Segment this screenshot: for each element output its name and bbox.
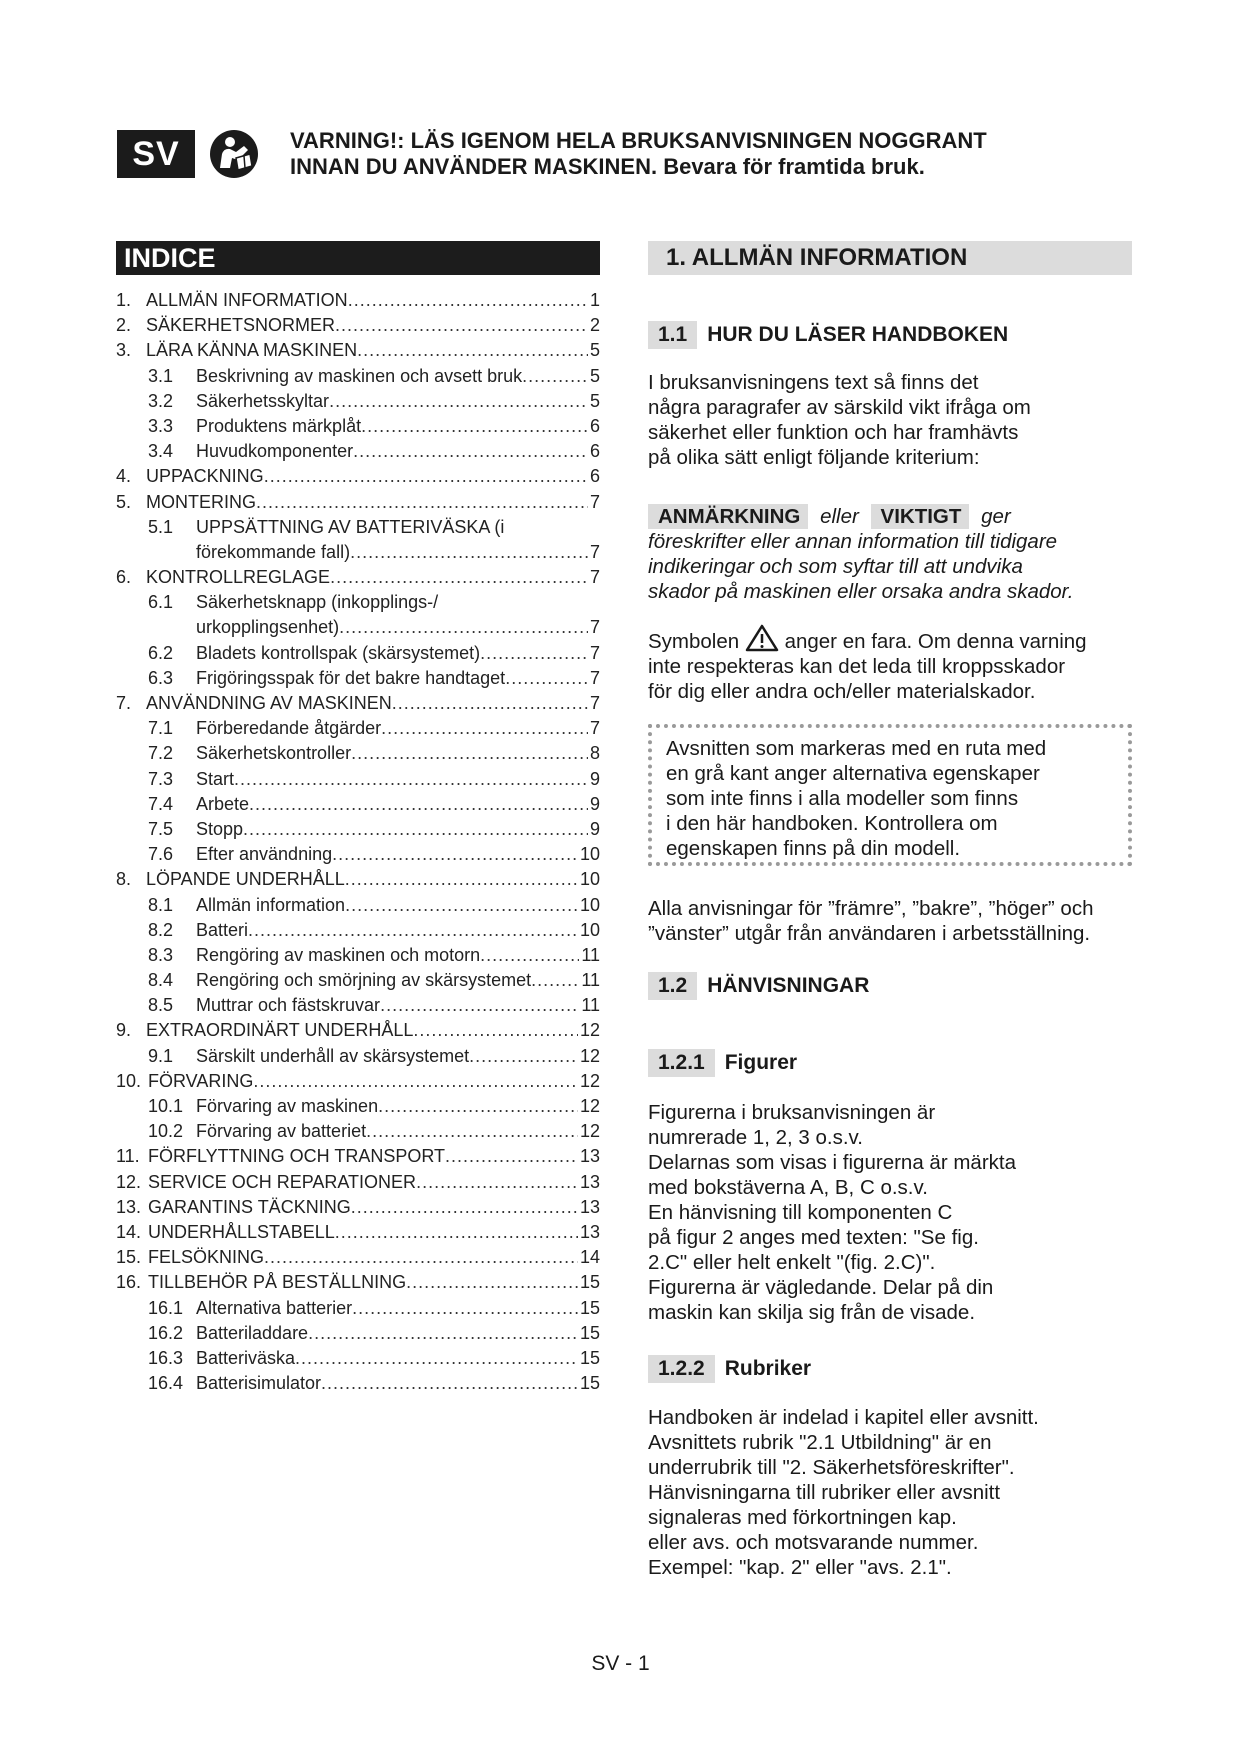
toc-label: Arbete [196, 793, 250, 814]
toc-number: 14. [116, 1221, 142, 1242]
toc-leader-dots [505, 668, 588, 689]
text-line: säkerhet eller funktion och har framhävts [648, 421, 1019, 444]
toc-entry[interactable] [116, 391, 600, 416]
toc-number: 7.4 [148, 793, 174, 814]
toc-number: 15. [116, 1247, 142, 1268]
toc-page-number: 11 [581, 995, 600, 1016]
toc-number: 3. [116, 340, 132, 361]
text-line: en grå kant anger alternativa egenskaper [666, 762, 1040, 785]
text-line: Avsnitten som markeras med en ruta med [666, 737, 1047, 760]
toc-page-number: 5 [589, 390, 600, 411]
toc-label: Bladets kontrollspak (skärsystemet) [196, 642, 481, 663]
toc-number: 8. [116, 869, 132, 890]
toc-entry[interactable] [116, 1348, 600, 1373]
toc-number: 12. [116, 1171, 142, 1192]
text-line: underrubrik till "2. Säkerhetsföreskrifter". [648, 1456, 1015, 1479]
text-line: några paragrafer av särskild vikt ifråga om [648, 396, 1031, 419]
toc-page-number: 6 [589, 441, 600, 462]
toc-entry[interactable] [116, 1197, 600, 1222]
toc-leader-dots [522, 366, 588, 387]
toc-entry[interactable] [116, 970, 600, 995]
text-line: på olika sätt enligt följande kriterium: [648, 446, 980, 469]
toc-entry[interactable] [116, 542, 600, 567]
toc-label: SERVICE OCH REPARATIONER [148, 1171, 417, 1192]
toc-entry[interactable] [116, 1323, 600, 1348]
toc-leader-dots [248, 920, 578, 941]
toc-number: 9.1 [148, 1045, 174, 1066]
toc-label: Säkerhetsskyltar [196, 390, 330, 411]
toc-page-number: 7 [589, 667, 600, 688]
warning-header [290, 128, 1050, 180]
toc-entry[interactable] [116, 945, 600, 970]
toc-number: 7. [116, 693, 132, 713]
important-tag: VIKTIGT [871, 504, 970, 529]
toc-leader-dots [392, 693, 588, 714]
toc-page-number: 5 [589, 365, 600, 386]
toc-number: 3.1 [148, 365, 174, 386]
toc-label: Start [196, 768, 235, 789]
text-line: ”vänster” utgår från användaren i arbetsställning. [648, 922, 1091, 945]
table-of-contents [116, 290, 600, 1398]
toc-entry[interactable] [116, 1247, 600, 1272]
toc-number: 7.3 [148, 768, 174, 789]
toc-page-number: 1 [589, 290, 600, 310]
toc-number: 16.2 [148, 1322, 184, 1343]
toc-label: urkopplingsenhet) [196, 617, 340, 638]
toc-label: ALLMÄN INFORMATION [146, 290, 348, 310]
toc-page-number: 10 [579, 844, 600, 865]
toc-label: Huvudkomponenter [196, 441, 354, 462]
section-1-2-1-heading [648, 1049, 797, 1077]
text-line: för dig eller andra och/eller materialskador. [648, 680, 1036, 703]
toc-entry[interactable] [116, 416, 600, 441]
toc-leader-dots [380, 995, 579, 1016]
toc-entry[interactable] [116, 492, 600, 517]
toc-page-number: 13 [579, 1221, 600, 1242]
toc-leader-dots [406, 1272, 578, 1293]
toc-leader-dots [413, 1020, 578, 1041]
toc-number: 7.1 [148, 718, 174, 739]
toc-number: 8.5 [148, 995, 174, 1016]
toc-leader-dots [361, 416, 588, 437]
toc-leader-dots [243, 819, 588, 840]
toc-label: Säkerhetsknapp (inkopplings-/ [196, 592, 439, 613]
toc-page-number: 10 [579, 919, 600, 940]
toc-entry[interactable] [116, 643, 600, 668]
toc-label: UNDERHÅLLSTABELL [148, 1221, 335, 1242]
toc-page-number: 11 [581, 944, 600, 965]
toc-label: EXTRAORDINÄRT UNDERHÅLL [146, 1020, 414, 1041]
toc-leader-dots [351, 743, 588, 764]
toc-entry[interactable] [116, 869, 600, 894]
text-line: Hänvisningarna till rubriker eller avsnitt [648, 1481, 1001, 1504]
toc-label: UPPACKNING [146, 466, 264, 487]
toc-page-number: 12 [579, 1045, 600, 1066]
note-ger: ger [981, 505, 1011, 528]
warning-triangle-icon [745, 624, 779, 652]
toc-label: Batteri [196, 919, 249, 940]
toc-leader-dots [348, 290, 588, 311]
toc-entry[interactable] [116, 1020, 600, 1045]
toc-label: Batteriväska [196, 1347, 296, 1368]
toc-number: 6.2 [148, 642, 174, 663]
toc-leader-dots [378, 1096, 578, 1117]
toc-page-number: 6 [589, 415, 600, 436]
text-line: inte respekteras kan det leda till kroppsskador [648, 655, 1066, 678]
toc-number: 8.2 [148, 919, 174, 940]
toc-entry[interactable] [116, 441, 600, 466]
toc-label: FÖRVARING [148, 1070, 254, 1091]
toc-entry[interactable] [116, 1172, 600, 1197]
toc-label: GARANTINS TÄCKNING [148, 1196, 351, 1217]
section-number: 1.2.1 [648, 1049, 715, 1077]
text-line: med bokstäverna A, B, C o.s.v. [648, 1176, 928, 1199]
index-title: INDICE [116, 241, 600, 275]
toc-page-number: 7 [589, 693, 600, 713]
directions-paragraph [648, 896, 1132, 946]
toc-number: 4. [116, 466, 132, 487]
section-number: 1.1 [648, 321, 697, 349]
toc-label: Frigöringsspak för det bakre handtaget [196, 667, 506, 688]
toc-number: 5. [116, 491, 132, 512]
toc-label: Alternativa batterier [196, 1297, 353, 1318]
toc-leader-dots [234, 769, 588, 790]
toc-leader-dots [445, 1146, 578, 1167]
symbol-post: anger en fara. Om denna varning [784, 630, 1087, 653]
toc-label: UPPSÄTTNING AV BATTERIVÄSKA (i [196, 516, 505, 537]
section-title: HÄNVISNINGAR [707, 974, 870, 997]
toc-page-number: 9 [589, 818, 600, 839]
toc-entry[interactable] [116, 794, 600, 819]
toc-number: 16.1 [148, 1297, 184, 1318]
toc-entry[interactable] [116, 1046, 600, 1071]
toc-page-number: 15 [579, 1347, 600, 1368]
toc-label: Förvaring av maskinen [196, 1096, 379, 1116]
toc-entry[interactable] [116, 366, 600, 391]
toc-leader-dots [339, 617, 588, 638]
note-tag: ANMÄRKNING [648, 504, 808, 529]
toc-entry[interactable] [116, 290, 600, 315]
text-line: Alla anvisningar för ”främre”, ”bakre”, ”höger” och [648, 897, 1094, 920]
toc-page-number: 7 [589, 642, 600, 663]
toc-entry[interactable] [116, 1146, 600, 1171]
toc-label: SÄKERHETSNORMER [146, 315, 336, 336]
toc-leader-dots [256, 492, 588, 513]
text-line: Delarnas som visas i figurerna är märkta [648, 1151, 1016, 1174]
toc-entry[interactable] [116, 1222, 600, 1247]
toc-number: 1. [116, 290, 132, 310]
toc-leader-dots [353, 441, 588, 462]
toc-entry[interactable] [116, 517, 600, 542]
toc-leader-dots [352, 1298, 578, 1319]
toc-page-number: 12 [579, 1020, 600, 1041]
toc-number: 7.6 [148, 844, 174, 865]
toc-entry[interactable] [116, 895, 600, 920]
section-1-2-heading [648, 972, 869, 1000]
toc-entry[interactable] [116, 617, 600, 642]
text-line: Exempel: "kap. 2" eller "avs. 2.1". [648, 1556, 952, 1579]
symbol-paragraph [648, 624, 1132, 704]
toc-leader-dots [264, 466, 588, 487]
toc-label: MONTERING [146, 491, 256, 512]
toc-number: 8.4 [148, 970, 174, 991]
toc-label: Rengöring och smörjning av skärsystemet [196, 970, 532, 991]
toc-entry[interactable] [116, 1272, 600, 1297]
text-line: 2.C" eller helt enkelt "(fig. 2.C)". [648, 1251, 936, 1274]
toc-leader-dots [264, 1247, 578, 1268]
toc-number: 9. [116, 1020, 132, 1041]
intro-paragraph [648, 370, 1132, 470]
toc-page-number: 14 [579, 1247, 600, 1268]
toc-label: Allmän information [196, 894, 346, 915]
text-line: egenskapen finns på din modell. [666, 837, 961, 860]
section-1-1-heading [648, 321, 1008, 349]
toc-label: Stopp [196, 818, 244, 839]
text-line: föreskrifter eller annan information till tidigare [648, 530, 1058, 553]
toc-leader-dots [308, 1323, 578, 1344]
note-or: eller [820, 505, 859, 528]
toc-label: KONTROLLREGLAGE [146, 567, 331, 588]
toc-entry[interactable] [116, 1373, 600, 1398]
toc-leader-dots [253, 1071, 578, 1092]
toc-number: 10.2 [148, 1121, 184, 1142]
warning-line-1: VARNING!: LÄS IGENOM HELA BRUKSANVISNINGEN NOGGRANT [290, 128, 987, 153]
section-title: Figurer [724, 1051, 798, 1074]
text-line: signaleras med förkortningen kap. [648, 1506, 957, 1529]
language-badge: SV [117, 130, 195, 178]
toc-label: Batterisimulator [196, 1373, 322, 1394]
text-line: i den här handboken. Kontrollera om [666, 812, 998, 835]
toc-label: LÄRA KÄNNA MASKINEN [146, 340, 358, 361]
toc-number: 5.1 [148, 516, 174, 537]
toc-leader-dots [249, 794, 588, 815]
toc-label: FÖRFLYTTNING OCH TRANSPORT [148, 1146, 446, 1167]
toc-page-number: 13 [579, 1146, 600, 1167]
text-line: Figurerna i bruksanvisningen är [648, 1101, 936, 1124]
toc-page-number: 12 [579, 1121, 600, 1142]
toc-page-number: 9 [589, 768, 600, 789]
toc-entry[interactable] [116, 1096, 600, 1121]
note-paragraph [648, 504, 1132, 604]
toc-number: 16. [116, 1272, 142, 1293]
text-line: eller avs. och motsvarande nummer. [648, 1531, 979, 1554]
toc-page-number: 8 [589, 743, 600, 764]
toc-number: 10.1 [148, 1096, 184, 1116]
toc-leader-dots [480, 643, 588, 664]
text-line: indikeringar och som syftar till att undvika [648, 555, 1023, 578]
toc-leader-dots [345, 895, 578, 916]
toc-page-number: 5 [589, 340, 600, 361]
toc-leader-dots [335, 315, 588, 336]
toc-page-number: 13 [579, 1171, 600, 1192]
toc-entry[interactable] [116, 844, 600, 869]
toc-leader-dots [321, 1373, 578, 1394]
headings-paragraph [648, 1405, 1132, 1580]
toc-label: Förvaring av batteriet [196, 1121, 367, 1142]
toc-label: LÖPANDE UNDERHÅLL [146, 869, 345, 890]
text-line: på figur 2 anges med texten: "Se fig. [648, 1226, 979, 1249]
toc-leader-dots [329, 391, 588, 412]
text-line: skador på maskinen eller orsaka andra skador. [648, 580, 1074, 603]
toc-number: 16.3 [148, 1347, 184, 1368]
toc-number: 3.4 [148, 441, 174, 462]
toc-number: 7.2 [148, 743, 174, 764]
toc-leader-dots [330, 567, 588, 588]
toc-entry[interactable] [116, 769, 600, 794]
toc-page-number: 2 [589, 315, 600, 336]
toc-number: 11. [116, 1146, 140, 1167]
toc-leader-dots [332, 844, 578, 865]
section-1-title: 1. ALLMÄN INFORMATION [648, 241, 1132, 275]
toc-page-number: 11 [581, 970, 600, 991]
toc-label: Produktens märkplåt [196, 415, 362, 436]
toc-number: 16.4 [148, 1373, 184, 1394]
toc-page-number: 6 [589, 466, 600, 487]
section-number: 1.2.2 [648, 1355, 715, 1383]
toc-number: 6.3 [148, 667, 174, 688]
toc-page-number: 12 [579, 1070, 600, 1091]
warning-line-2: INNAN DU ANVÄNDER MASKINEN. Bevara för framtida bruk. [290, 154, 925, 179]
optional-features-box [648, 724, 1132, 866]
toc-number: 3.2 [148, 390, 174, 411]
toc-page-number: 7 [589, 541, 600, 562]
toc-label: förekommande fall) [196, 541, 351, 562]
toc-page-number: 13 [579, 1196, 600, 1217]
toc-entry[interactable] [116, 1121, 600, 1146]
text-line: som inte finns i alla modeller som finns [666, 787, 1019, 810]
toc-page-number: 10 [579, 869, 600, 890]
toc-page-number: 10 [579, 894, 600, 915]
read-manual-icon [208, 128, 260, 180]
toc-entry[interactable] [116, 718, 600, 743]
toc-entry[interactable] [116, 592, 600, 617]
section-title: HUR DU LÄSER HANDBOKEN [707, 323, 1009, 346]
toc-label: Efter användning [196, 844, 333, 865]
section-number: 1.2 [648, 972, 697, 1000]
toc-entry[interactable] [116, 567, 600, 592]
toc-label: FELSÖKNING [148, 1247, 265, 1268]
toc-page-number: 12 [579, 1096, 600, 1116]
toc-number: 7.5 [148, 818, 174, 839]
toc-entry[interactable] [116, 920, 600, 945]
toc-number: 6. [116, 567, 132, 588]
toc-leader-dots [295, 1348, 578, 1369]
toc-label: Rengöring av maskinen och motorn [196, 944, 481, 965]
toc-page-number: 15 [579, 1272, 600, 1293]
figures-paragraph [648, 1100, 1132, 1325]
toc-number: 8.3 [148, 944, 174, 965]
toc-entry[interactable] [116, 743, 600, 768]
toc-leader-dots [350, 542, 588, 563]
toc-page-number: 7 [589, 491, 600, 512]
text-line: maskin kan skilja sig från de visade. [648, 1301, 976, 1324]
toc-label: Batteriladdare [196, 1322, 309, 1343]
toc-leader-dots [345, 869, 578, 890]
text-line: I bruksanvisningens text så finns det [648, 371, 979, 394]
toc-leader-dots [335, 1222, 578, 1243]
text-line: En hänvisning till komponenten C [648, 1201, 953, 1224]
toc-number: 2. [116, 315, 132, 336]
symbol-pre: Symbolen [648, 630, 740, 653]
toc-label: Särskilt underhåll av skärsystemet [196, 1045, 470, 1066]
toc-number: 13. [116, 1196, 142, 1217]
toc-leader-dots [381, 718, 588, 739]
toc-label: Säkerhetskontroller [196, 743, 352, 764]
toc-entry[interactable] [116, 819, 600, 844]
toc-page-number: 7 [589, 567, 600, 588]
toc-leader-dots [357, 340, 588, 361]
toc-entry[interactable] [116, 1071, 600, 1096]
section-title: Rubriker [724, 1357, 812, 1380]
toc-entry[interactable] [116, 315, 600, 340]
toc-leader-dots [469, 1046, 578, 1067]
toc-leader-dots [531, 970, 579, 991]
toc-page-number: 15 [579, 1297, 600, 1318]
text-line: Handboken är indelad i kapitel eller avsnitt. [648, 1406, 1039, 1429]
toc-page-number: 15 [579, 1322, 600, 1343]
toc-entry[interactable] [116, 466, 600, 491]
toc-label: ANVÄNDNING AV MASKINEN [146, 693, 392, 713]
toc-entry[interactable] [116, 340, 600, 365]
toc-page-number: 7 [589, 718, 600, 739]
toc-label: TILLBEHÖR PÅ BESTÄLLNING [148, 1272, 407, 1293]
toc-number: 6.1 [148, 592, 174, 613]
toc-label: Förberedande åtgärder [196, 718, 382, 739]
toc-number: 3.3 [148, 415, 174, 436]
toc-entry[interactable] [116, 1298, 600, 1323]
toc-leader-dots [351, 1197, 578, 1218]
toc-page-number: 15 [579, 1373, 600, 1394]
toc-label: Muttrar och fästskruvar [196, 995, 381, 1016]
toc-number: 10. [116, 1070, 142, 1091]
text-line: Avsnittets rubrik "2.1 Utbildning" är en [648, 1431, 992, 1454]
toc-leader-dots [416, 1172, 578, 1193]
toc-label: Beskrivning av maskinen och avsett bruk [196, 365, 523, 386]
toc-page-number: 7 [589, 617, 600, 638]
section-1-2-2-heading [648, 1355, 811, 1383]
toc-entry[interactable] [116, 668, 600, 693]
toc-number: 8.1 [148, 894, 174, 915]
toc-leader-dots [366, 1121, 578, 1142]
page-number: SV - 1 [591, 1652, 650, 1675]
text-line: numrerade 1, 2, 3 o.s.v. [648, 1126, 863, 1149]
toc-entry[interactable] [116, 693, 600, 718]
text-line: Figurerna är vägledande. Delar på din [648, 1276, 994, 1299]
toc-entry[interactable] [116, 995, 600, 1020]
toc-leader-dots [480, 945, 579, 966]
toc-page-number: 9 [589, 793, 600, 814]
